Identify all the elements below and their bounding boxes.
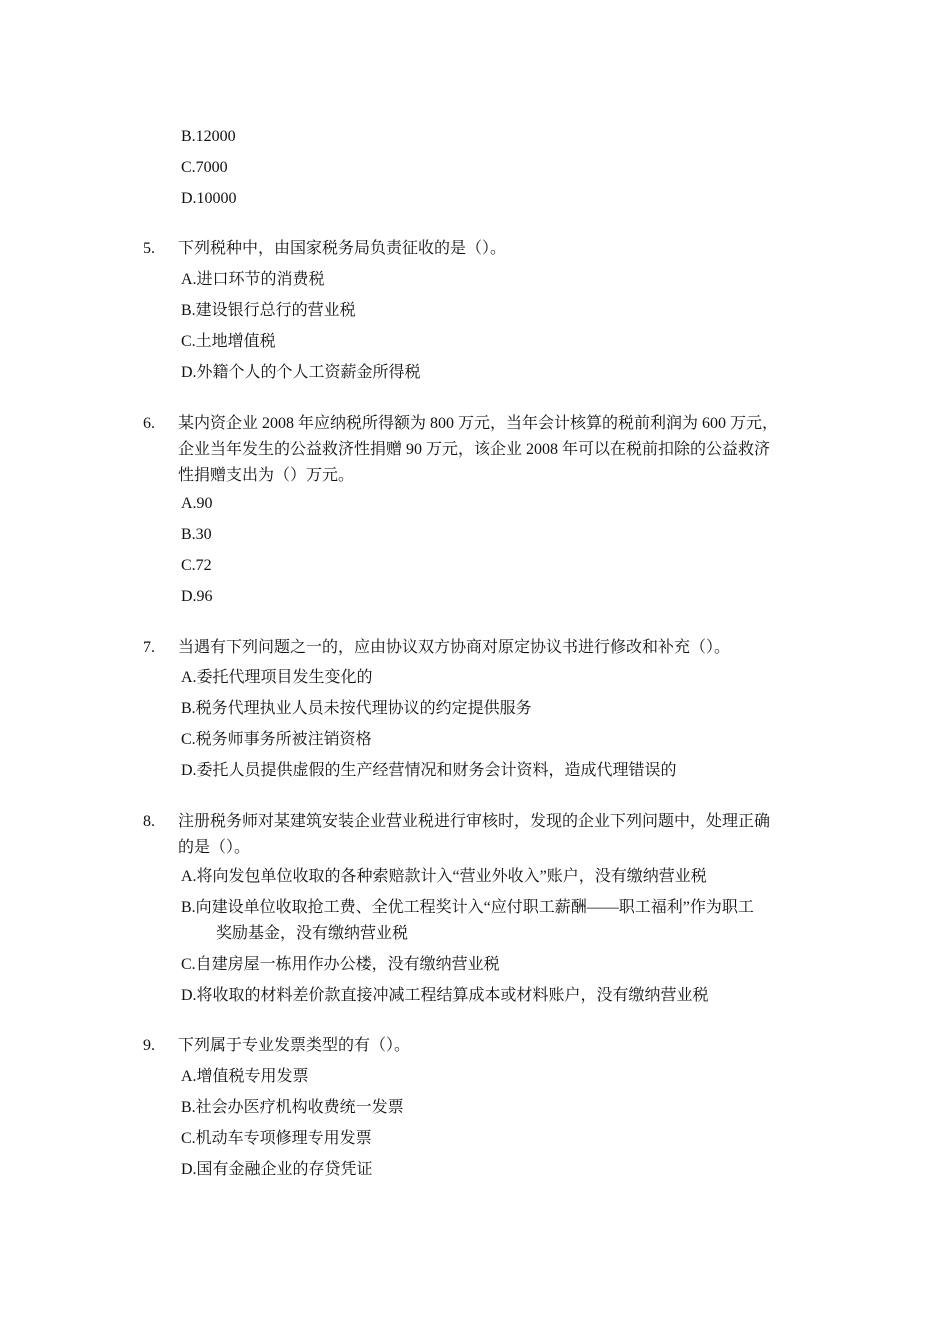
- q5-option-a: A.进口环节的消费税: [181, 271, 325, 288]
- question-number-8: 8.: [143, 813, 155, 830]
- q5-option-d: D.外籍个人的个人工资薪金所得税: [181, 364, 421, 381]
- q8-option-c: C.自建房屋一栋用作办公楼，没有缴纳营业税: [181, 956, 500, 973]
- q8-option-b: [181, 895, 811, 947]
- question-text-8-line-1: 注册税务师对某建筑安装企业营业税进行审核时，发现的企业下列问题中，处理正确: [178, 813, 771, 830]
- q8-option-d: D.将收取的材料差价款直接冲减工程结算成本或材料账户，没有缴纳营业税: [181, 987, 709, 1004]
- question-text-6-line-3: 性捐赠支出为（）万元。: [178, 467, 355, 484]
- option-b-prev: B.12000: [181, 128, 236, 145]
- question-number-5: 5.: [143, 240, 155, 257]
- question-text-6-line-1: 某内资企业 2008 年应纳税所得额为 800 万元，当年会计核算的税前利润为 600 万元，: [178, 415, 779, 432]
- question-text-9: 下列属于专业发票类型的有（）。: [178, 1037, 411, 1054]
- question-text-8: [178, 809, 810, 861]
- q5-option-c: C.土地增值税: [181, 333, 276, 350]
- q8-option-b-line-2: 奖励基金，没有缴纳营业税: [216, 925, 409, 942]
- question-text-5: 下列税种中，由国家税务局负责征收的是（）。: [178, 240, 507, 257]
- question-text-6: [178, 411, 810, 489]
- q5-option-b: B.建设银行总行的营业税: [181, 302, 356, 319]
- q7-option-b: B.税务代理执业人员未按代理协议的约定提供服务: [181, 700, 532, 717]
- q9-option-a: A.增值税专用发票: [181, 1068, 309, 1085]
- q9-option-b: B.社会办医疗机构收费统一发票: [181, 1099, 404, 1116]
- q6-option-b: B.30: [181, 526, 212, 543]
- q8-option-a: A.将向发包单位收取的各种索赔款计入“营业外收入”账户，没有缴纳营业税: [181, 868, 707, 885]
- question-number-6: 6.: [143, 415, 155, 432]
- q6-option-a: A.90: [181, 495, 213, 512]
- question-text-6-line-2: 企业当年发生的公益救济性捐赠 90 万元，该企业 2008 年可以在税前扣除的公益救济: [178, 441, 771, 458]
- q7-option-c: C.税务师事务所被注销资格: [181, 731, 372, 748]
- question-number-7: 7.: [143, 639, 155, 656]
- option-c-prev: C.7000: [181, 159, 228, 176]
- question-text-8-line-2: 的是（）。: [178, 839, 251, 856]
- q6-option-c: C.72: [181, 557, 212, 574]
- q7-option-a: A.委托代理项目发生变化的: [181, 669, 373, 686]
- q9-option-d: D.国有金融企业的存贷凭证: [181, 1161, 373, 1178]
- question-text-7: 当遇有下列问题之一的，应由协议双方协商对原定协议书进行修改和补充（）。: [178, 639, 731, 656]
- option-d-prev: D.10000: [181, 190, 237, 207]
- q9-option-c: C.机动车专项修理专用发票: [181, 1130, 372, 1147]
- q7-option-d: D.委托人员提供虚假的生产经营情况和财务会计资料，造成代理错误的: [181, 762, 677, 779]
- q8-option-b-line-1: B.向建设单位收取抢工费、全优工程奖计入“应付职工薪酬——职工福利”作为职工: [181, 899, 754, 916]
- q6-option-d: D.96: [181, 588, 213, 605]
- question-number-9: 9.: [143, 1037, 155, 1054]
